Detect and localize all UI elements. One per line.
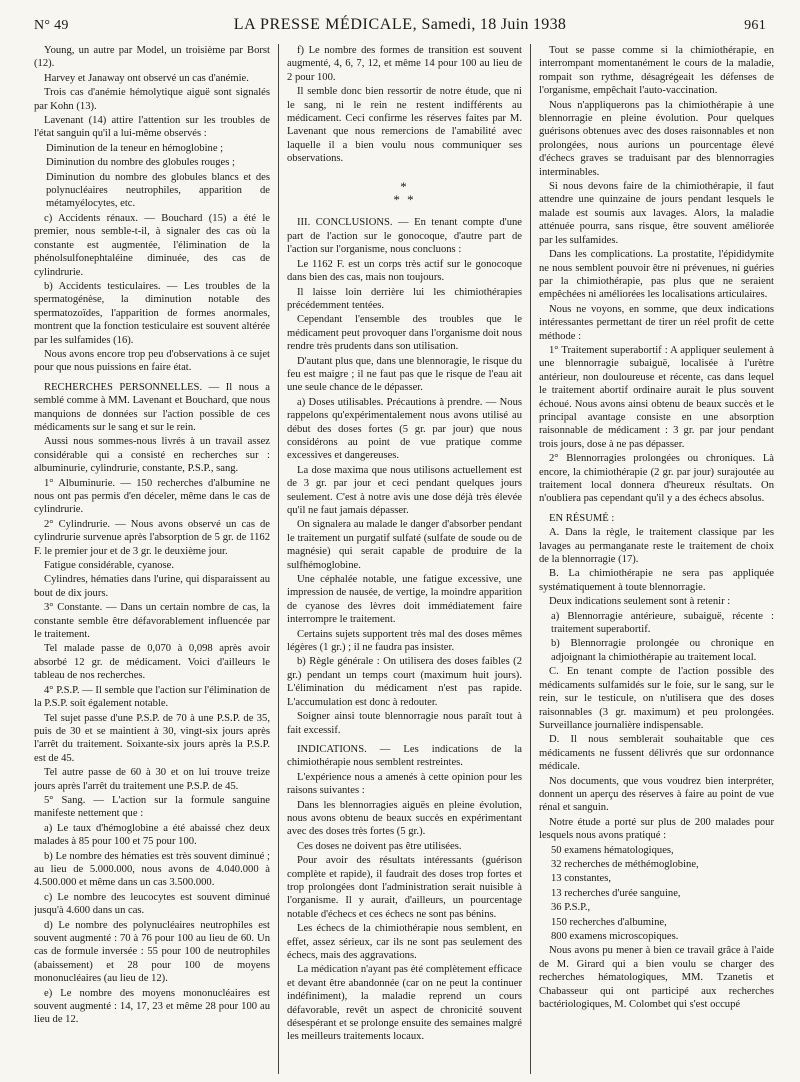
paragraph: 50 examens hématologiques, [551,844,674,856]
paragraph: 2° Blennorragies prolongées ou chroniques. Là encore, la chimiothérapie (2 gr. par jour) surajoutée au traitement local donnera d'heureux résultats. On n'oubliera pas cependant qu'il y a des échecs absolus. [539,453,774,505]
paragraph: Tel malade passe de 0,070 à 0,098 après avoir absorbé 12 gr. de médicament. Voici d'ailleurs le tableau de nos recherches. [34,643,270,682]
paragraph: 36 P.S.P., [551,902,591,914]
issue-number: N° 49 [34,18,69,33]
paragraph: Il laisse loin derrière lui les chimiothérapies précédemment tentées. [287,286,522,311]
paragraph: L'expérience nous a amenés à cette opinion pour les raisons suivantes : [287,771,522,797]
paragraph: a) Blennorragie antérieure, subaiguë, récente : traitement superabortif. [551,610,774,636]
paragraph: D'autant plus que, dans une blennoragie, le risque du feu est maigre ; il ne faut pas que le risque de l'eau ait une seule chance de le dépasser. [287,355,522,394]
paragraph: a) Doses utilisables. Précautions à prendre. — Nous rappelons qu'expérimentalement nous avons utilisé au début des doses fortes (5 gr. par jour) que nous considérons au point de vue pratique comme excessives et dangereuses. [287,396,522,462]
column-3 [530,44,774,1074]
paragraph: Nos documents, que vous voudrez bien interpréter, donnent un aperçu des réserves à faire au point de vue rénal et sanguin. [539,775,774,814]
paragraph: Deux indications seulement sont à retenir : [549,596,731,608]
paragraph: Trois cas d'anémie hémolytique aiguë sont signalés par Kohn (13). [34,87,270,112]
paragraph: D. Il nous semblerait souhaitable que ces médicaments ne fussent délivrés que sur ordonnance médicale. [539,734,774,773]
paragraph: III. CONCLUSIONS. — En tenant compte d'une part de l'action sur le gonocoque, d'autre part de l'action sur l'organisme, nous concluons : [287,217,522,256]
paragraph: Une céphalée notable, une fatigue excessive, une impression de nausée, de vertige, la moindre apparition de cyanose des lèvres doit immédiatement faire interrompre le traitement. [287,574,522,626]
paragraph: e) Le nombre des moyens mononucléaires est souvent augmenté : 14, 17, 23 et même 28 pour 100 au lieu de 12. [34,987,270,1026]
paragraph: b) Blennorragie prolongée ou chronique en adjoignant la chimiothérapie au traitement local. [551,638,774,663]
paragraph: c) Le nombre des leucocytes est souvent diminué jusqu'à 4.600 dans un cas. [34,891,270,917]
paragraph: Lavenant (14) attire l'attention sur les troubles de l'état sanguin qu'il a lui-même observés : [34,115,270,140]
paragraph: RECHERCHES PERSONNELLES. — Il nous a semblé comme à MM. Lavenant et Bouchard, que nous manquions de données sur l'action possible de ces médicaments sur le sang et sur le rein. [34,381,270,433]
paragraph: Dans les blennorragies aiguës en pleine évolution, nous avons obtenu de beaux succès en expérimentant avec des doses très fortes (5 gr.). [287,799,522,838]
journal-title [34,16,766,34]
paragraph: Harvey et Janaway ont observé un cas d'anémie. [44,72,249,84]
paragraph: 13 recherches d'urée sanguine, [551,887,681,899]
paragraph: c) Accidents rénaux. — Bouchard (15) a été le premier, nous semble-t-il, à signaler des cas où la constante est augmentée, l'élimination de la phénolsulfonephtaléine diminuée, des cas de cylindrurie. [34,212,270,278]
paragraph: b) Règle générale : On utilisera des doses faibles (2 gr.) pendant un temps court (maximum huit jours). L'élimination du médicament n'est pas rapide. L'accumulation est donc à redouter. [287,656,522,708]
paragraph: d) Le nombre des polynucléaires neutrophiles est souvent augmenté : 70 à 76 pour 100 au lieu de 60. Un cas de formule inversée : 55 pour 100 de neutrophiles (abaissement) et 28 pour 100 de moyens mononucléaires (au lieu de 12). [34,919,270,985]
paragraph: Il semble donc bien ressortir de notre étude, que ni le sang, ni le rein ne restent indifférents au médicament. Ceci confirme les réserves faites par M. Lavenant que nous remercions de l'amabilité avec laquelle il a bien voulu nous communiquer ses observations. [287,86,522,165]
paragraph: 2° Cylindrurie. — Nous avons observé un cas de cylindrurie survenue après l'absorption de 5 gr. de 1162 F. le premier jour et de 3 gr. le deuxième jour. [34,518,270,557]
paragraph: La médication n'ayant pas été complètement efficace et devant être abandonnée (car on ne peut la continuer indéfiniment), la maladie reprend un cours défavorable, revêt un aspect de chronicité souvent désespérant et se prolonge ensuite des semaines malgré les meilleurs traitements locaux. [287,964,522,1043]
paragraph: A. Dans la règle, le traitement classique par les lavages au permanganate reste le traitement de choix de la blennorragie (17). [539,527,774,566]
paragraph: Diminution du nombre des globules blancs et des polynucléaires neutrophiles, apparition de métamyélocytes, etc. [46,171,270,210]
paragraph: Le 1162 F. est un corps très actif sur le gonocoque dans bien des cas, mais non toujours. [287,258,522,284]
paragraph: Nous avons encore trop peu d'observations à ce sujet pour que nous puissions en faire état. [34,348,270,374]
paragraph: EN RÉSUMÉ : [549,512,615,524]
paragraph: Cependant l'ensemble des troubles que le médicament peut provoquer dans l'organisme doit nous rendre très prudents dans son utilisation. [287,314,522,353]
paragraph: Fatigue considérable, cyanose. [44,560,175,572]
paragraph: Notre étude a porté sur plus de 200 malades pour lesquels nous avons pratiqué : [539,816,774,842]
paragraph: 1° Albuminurie. — 150 recherches d'albumine ne nous ont pas permis d'en déceler, même dans le cas de cylindrurie. [34,477,270,516]
paragraph: Nous avons pu mener à bien ce travail grâce à l'aide de M. Girard qui a bien voulu se charger des recherches hématologiques, MM. Tzanetis et Chabasseur qui ont participé aux recherches bactériologiques, M. Colombet qui s'est occupé [539,945,774,1011]
paragraph: 4° P.S.P. — Il semble que l'action sur l'élimination de la P.S.P. soit également notable. [34,684,270,710]
paragraph: Soigner ainsi toute blennorragie nous paraît tout à fait excessif. [287,711,522,736]
paragraph: b) Accidents testiculaires. — Les troubles de la spermatogénèse, la diminution notable des spermatozoïdes, l'apparition de formes anormales, montrent que la fonction testiculaire est souvent altérée par les sulfamides (16). [34,280,270,346]
paragraph: Tel sujet passe d'une P.S.P. de 70 à une P.S.P. de 35, puis de 30 et se maintient à 30, vingt-six jours après l'arrêt du traitement. Soixante-six jours après la P.S.P. est de 45. [34,712,270,764]
paragraph: a) Le taux d'hémoglobine a été abaissé chez deux malades à 85 pour 100 et 75 pour 100. [34,822,270,848]
paragraph: Si nous devons faire de la chimiothérapie, il faut attendre une quinzaine de jours pendant lesquels le malade est soumis aux lavages. Alors, la maladie atténuée pourra, sans risque, être souvent améliorée par les sulfamides. [539,181,774,246]
article-columns [34,44,774,1074]
paragraph: INDICATIONS. — Les indications de la chimiothérapie nous semblent restreintes. [287,743,522,769]
paragraph: Tel autre passe de 60 à 30 et on lui trouve treize jours après l'arrêt du traitement une P.S.P. de 45. [34,767,270,792]
paragraph: Diminution du nombre des globules rouges ; [46,157,235,169]
paragraph: La dose maxima que nous utilisons actuellement est de 3 gr. par jour et ceci pendant quelques jours seulement. C'est à notre avis une dose déjà très élevée qu'il ne faut jamais dépasser. [287,464,522,516]
paragraph: Nous n'appliquerons pas la chimiothérapie à une blennorragie en pleine évolution. Pour quelques guérisons obtenues avec des doses raisonnables et non prolongées, nous aurions un pourcentage élevé d'échecs graves se traduisant par des blennorragies interminables. [539,99,774,178]
paragraph: Les échecs de la chimiothérapie nous semblent, en effet, assez sérieux, car ils ne sont pas seulement des échecs, mais des aggravations. [287,923,522,961]
paragraph: Young, un autre par Model, un troisième par Borst (12). [34,45,270,70]
page-header [34,14,766,36]
paragraph: 32 recherches de méthémoglobine, [551,858,699,870]
paragraph: On signalera au malade le danger d'absorber pendant le traitement un purgatif sulfaté (sulfate de soude ou de magnésie) qui serait capable de produire de la sulfhémoglobine. [287,519,522,571]
paragraph: Aussi nous sommes-nous livrés à un travail assez considérable qui a consisté en recherches sur : albuminurie, cylindrurie, constante, P.S.P., sang. [34,436,270,475]
paragraph: 3° Constante. — Dans un certain nombre de cas, la constante semble être défavorablement influencée par le traitement. [34,602,270,641]
paragraph: Ces doses ne doivent pas être utilisées. [297,840,462,852]
paragraph: Certains sujets supportent très mal des doses mêmes légères (1 gr.) ; il ne faudra pas insister. [287,628,522,654]
section-separator: * * * [393,178,416,208]
issue-date: Samedi, 18 Juin 1938 [421,16,567,33]
paragraph: 13 constantes, [551,873,612,885]
paragraph: b) Le nombre des hématies est très souvent diminué ; au lieu de 5.000.000, nous avons de 4.040.000 à 4.500.000 et même dans un cas 3.500.000. [34,850,270,889]
paragraph: 150 recherches d'albumine, [551,916,667,928]
page-number: 961 [744,18,766,33]
column-2 [278,44,522,1074]
paragraph: 5° Sang. — L'action sur la formule sanguine manifeste nettement que : [34,794,270,820]
paragraph: 1° Traitement superabortif : A appliquer seulement à une blennorragie subaiguë, localisée à l'urètre antérieur, non douloureuse et récente, cas dans lequel le traitement abortif ordinaire aurait le plus souvent échoué. Nous avons ainsi obtenu de beaux succès et le principal avantage consiste en une absorption raisonnable de médicament : 3 gr. par jour pendant trois jours, dose à ne pas dépasser. [539,344,774,450]
paragraph: C. En tenant compte de l'action possible des médicaments sulfamidés sur le foie, sur le sang, sur le rein, sur le testicule, on n'utilisera que des doses raisonnables (3 gr. maximum) et peu prolongées. Surveillance journalière indispensable. [539,666,774,731]
paragraph: Nous ne voyons, en somme, que deux indications intéressantes permettant de tirer un réel profit de cette méthode : [539,303,774,342]
paragraph: Diminution de la teneur en hémoglobine ; [46,142,224,154]
paragraph: Cylindres, hématies dans l'urine, qui disparaissent au bout de dix jours. [34,574,270,599]
paragraph: Pour avoir des résultats intéressants (guérison complète et rapide), il faudrait des doses trop fortes et trop prolongées dont l'administration serait nuisible à l'organisme. Il y aurait, d'ailleurs, un pourcentage notable d'échecs et ces échecs ne sont pas bénins. [287,855,522,920]
paragraph: Dans les complications. La prostatite, l'épididymite ne nous semblent pouvoir être ni prévenues, ni guéries par la chimiothérapie, pas plus que ne seraient empêchées ni améliorées les localisations articulaires. [539,249,774,301]
paragraph: Tout se passe comme si la chimiothérapie, en interrompant momentanément le cours de la maladie, rompait son rythme, désagrégeait les défenses de l'organisme, empêchait l'auto-vaccination. [539,45,774,97]
paragraph: B. La chimiothérapie ne sera pas appliquée systématiquement à toute blennorragie. [539,568,774,593]
paragraph: 800 examens microscopiques. [551,931,679,942]
column-1 [34,44,270,1074]
journal-name: LA PRESSE MÉDICALE, [233,16,418,33]
paragraph: f) Le nombre des formes de transition est souvent augmenté, 4, 6, 7, 12, et même 14 pour 100 au lieu de 2 pour 100. [287,45,522,83]
